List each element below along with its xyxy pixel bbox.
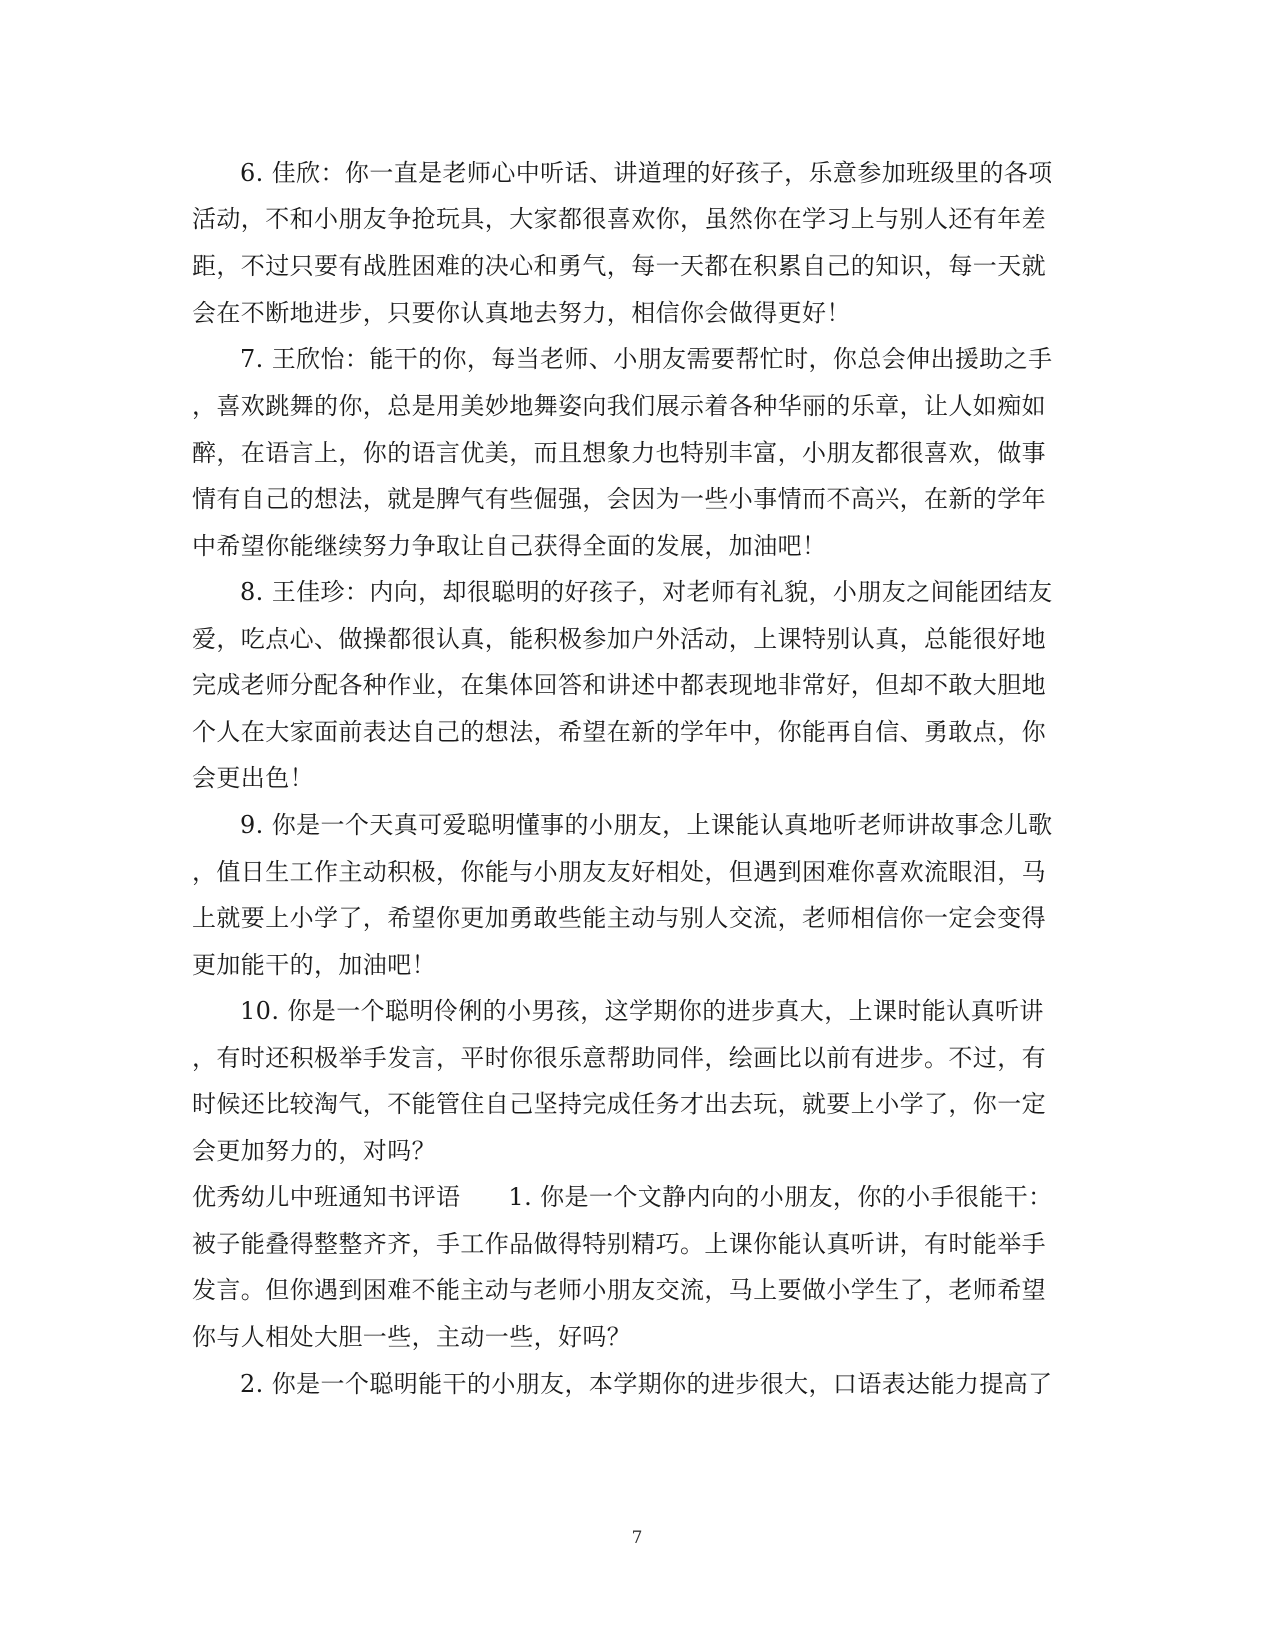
section-heading-line — [192, 1177, 1053, 1217]
text-line: 会在不断地进步，只要你认真地去努力，相信你会做得更好！ — [192, 299, 851, 327]
text-line: 上就要上小学了，希望你更加勇敢些能主动与别人交流，老师相信你一定会变得 — [192, 904, 1046, 932]
text-line: 9. 你是一个天真可爱聪明懂事的小朋友，上课能认真地听老师讲故事念儿歌 — [240, 811, 1053, 839]
text-line: 更加能干的，加油吧！ — [192, 951, 436, 979]
text-line: 个人在大家面前表达自己的想法，希望在新的学年中，你能再自信、勇敢点，你 — [192, 718, 1046, 746]
text-line: 时候还比较淘气，不能管住自己坚持完成任务才出去玩，就要上小学了，你一定 — [192, 1090, 1046, 1118]
text-line: 发言。但你遇到困难不能主动与老师小朋友交流，马上要做小学生了，老师希望 — [192, 1276, 1046, 1304]
text-line: 完成老师分配各种作业，在集体回答和讲述中都表现地非常好，但却不敢大胆地 — [192, 671, 1046, 699]
text-line: 你与人相处大胆一些，主动一些，好吗？ — [192, 1323, 632, 1351]
text-line: 中希望你能继续努力争取让自己获得全面的发展，加油吧！ — [192, 532, 827, 560]
text-line: 活动，不和小朋友争抢玩具，大家都很喜欢你，虽然你在学习上与别人还有年差 — [192, 205, 1046, 233]
text-line: 会更加努力的，对吗？ — [192, 1137, 436, 1165]
text-line: 爱，吃点心、做操都很认真，能积极参加户外活动，上课特别认真，总能很好地 — [192, 625, 1046, 653]
text-line: 7. 王欣怡：能干的你，每当老师、小朋友需要帮忙时，你总会伸出援助之手 — [240, 345, 1053, 373]
text-line: 2. 你是一个聪明能干的小朋友，本学期你的进步很大，口语表达能力提高了 — [240, 1370, 1053, 1398]
section-first-line: 1. 你是一个文静内向的小朋友，你的小手很能干： — [508, 1183, 1053, 1211]
text-line: 6. 佳欣：你一直是老师心中听话、讲道理的好孩子，乐意参加班级里的各项 — [240, 159, 1053, 187]
text-line: ，有时还积极举手发言，平时你很乐意帮助同伴，绘画比以前有进步。不过，有 — [192, 1044, 1046, 1072]
text-line: ，喜欢跳舞的你，总是用美妙地舞姿向我们展示着各种华丽的乐章，让人如痴如 — [192, 392, 1046, 420]
text-line: 被子能叠得整整齐齐，手工作品做得特别精巧。上课你能认真听讲，有时能举手 — [192, 1230, 1046, 1258]
text-line: 会更出色！ — [192, 764, 314, 792]
text-line: 醉，在语言上，你的语言优美，而且想象力也特别丰富，小朋友都很喜欢，做事 — [192, 439, 1046, 467]
text-line: 8. 王佳珍：内向，却很聪明的好孩子，对老师有礼貌，小朋友之间能团结友 — [240, 578, 1053, 606]
text-line: 情有自己的想法，就是脾气有些倔强，会因为一些小事情而不高兴，在新的学年 — [192, 485, 1046, 513]
text-line: ，值日生工作主动积极，你能与小朋友友好相处，但遇到困难你喜欢流眼泪，马 — [192, 858, 1046, 886]
text-line: 距，不过只要有战胜困难的决心和勇气，每一天都在积累自己的知识，每一天就 — [192, 252, 1046, 280]
text-line: 10. 你是一个聪明伶俐的小男孩，这学期你的进步真大，上课时能认真听讲 — [240, 997, 1044, 1025]
section-heading: 优秀幼儿中班通知书评语 — [192, 1183, 461, 1211]
page-number: 7 — [631, 1528, 643, 1548]
